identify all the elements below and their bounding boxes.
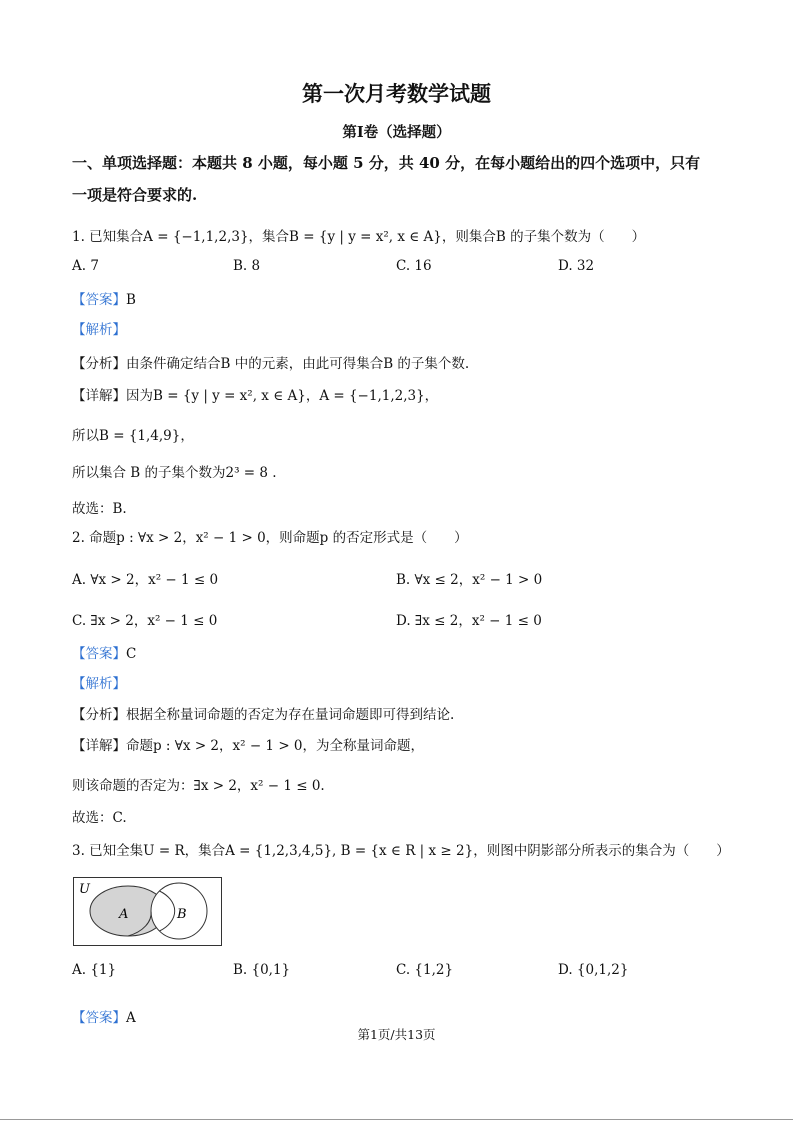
venn-label-u: U	[79, 882, 90, 897]
section-heading-line1: 一、单项选择题：本题共 8 小题，每小题 5 分，共 40 分，在每小题给出的四个选项中，只有	[72, 154, 701, 172]
q1-step1: 所以B = {1,4,9}，	[72, 428, 194, 444]
q2-stem: 2. 命题p : ∀x > 2，x² − 1 > 0，则命题p 的否定形式是（ ）	[72, 530, 468, 546]
q1-option-a: A. 7	[72, 258, 99, 274]
q3-option-a: A. {1}	[72, 962, 117, 978]
q2-conclusion: 故选：C.	[72, 810, 127, 826]
q2-option-c: C. ∃x > 2，x² − 1 ≤ 0	[72, 613, 218, 629]
q1-answer-tag: 【答案】	[72, 292, 126, 308]
q2-xiangjie-tag: 【详解】	[72, 738, 126, 754]
q2-option-d: D. ∃x ≤ 2，x² − 1 ≤ 0	[396, 613, 542, 629]
q1-xiangjie-tag: 【详解】	[72, 388, 126, 404]
q1-xiangjie	[72, 384, 438, 404]
q1-step2: 所以集合 B 的子集个数为2³ = 8 .	[72, 465, 277, 481]
q2-step1: 则该命题的否定为：∃x > 2，x² − 1 ≤ 0.	[72, 778, 325, 794]
q2-option-b: B. ∀x ≤ 2，x² − 1 > 0	[396, 572, 543, 588]
q2-xiangjie	[72, 734, 424, 754]
q2-xiangjie-text: 命题p : ∀x > 2，x² − 1 > 0，为全称量词命题，	[126, 738, 425, 754]
q2-answer-value: C	[126, 646, 137, 662]
q2-fenxi-text: 根据全称量词命题的否定为存在量词命题即可得到结论.	[126, 707, 455, 723]
q2-analysis-tag: 【解析】	[72, 676, 126, 692]
q1-option-c: C. 16	[396, 258, 432, 274]
q3-answer-tag: 【答案】	[72, 1010, 126, 1026]
q1-fenxi-text: 由条件确定结合B 中的元素，由此可得集合B 的子集个数.	[126, 356, 470, 372]
page-footer: 第1页/共13页	[357, 1027, 436, 1042]
q2-answer-tag: 【答案】	[72, 646, 126, 662]
page-title: 第一次月考数学试题	[302, 81, 491, 106]
q3-option-c: C. {1,2}	[396, 962, 454, 978]
q1-conclusion: 故选：B.	[72, 501, 127, 517]
q2-answer	[72, 642, 136, 662]
q1-xiangjie-text: 因为B = {y | y = x², x ∈ A}，A = {−1,1,2,3}，	[126, 388, 439, 404]
page-subtitle: 第I卷（选择题）	[342, 124, 451, 141]
q1-answer	[72, 288, 136, 308]
q1-fenxi-tag: 【分析】	[72, 356, 126, 372]
q2-fenxi	[72, 703, 454, 723]
q1-analysis-tag: 【解析】	[72, 322, 126, 338]
venn-label-a: A	[119, 907, 129, 922]
q3-stem: 3. 已知全集U = R，集合A = {1,2,3,4,5}, B = {x ∈ R | x ≥ 2}，则图中阴影部分所表示的集合为（ ）	[72, 843, 730, 859]
venn-diagram	[73, 877, 223, 947]
q1-option-b: B. 8	[233, 258, 261, 274]
q2-option-a: A. ∀x > 2，x² − 1 ≤ 0	[72, 572, 219, 588]
section-heading-line2: 一项是符合要求的.	[72, 186, 198, 204]
q1-fenxi	[72, 352, 469, 372]
q3-option-d: D. {0,1,2}	[558, 962, 629, 978]
q1-answer-value: B	[126, 292, 136, 308]
q3-answer-value: A	[126, 1010, 136, 1026]
q3-option-b: B. {0,1}	[233, 962, 291, 978]
q1-option-d: D. 32	[558, 258, 595, 274]
q1-stem: 1. 已知集合A = {−1,1,2,3}，集合B = {y | y = x², x ∈ A}，则集合B 的子集个数为（ ）	[72, 229, 646, 245]
bottom-rule	[0, 1119, 793, 1120]
q2-fenxi-tag: 【分析】	[72, 707, 126, 723]
q3-answer	[72, 1006, 136, 1026]
venn-label-b: B	[177, 907, 187, 922]
